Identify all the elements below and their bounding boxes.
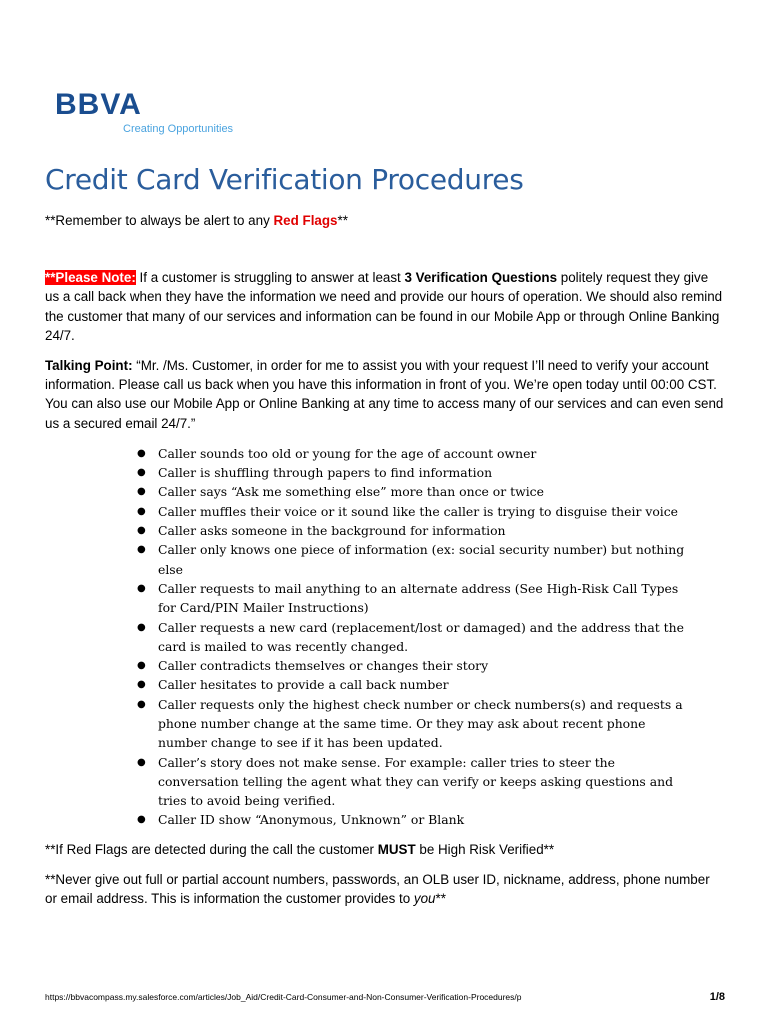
list-item-text: Caller hesitates to provide a call back number xyxy=(158,677,449,693)
never-give-text: **Never give out full or partial account numbers, passwords, an OLB user ID, nickname, address, phone number or email address. This is information the customer provides to xyxy=(45,871,710,907)
page-footer xyxy=(45,991,725,1003)
bullet-icon: ● xyxy=(137,679,146,691)
talking-point-label: Talking Point: xyxy=(45,358,133,374)
bullet-icon: ● xyxy=(137,698,146,710)
never-give-paragraph xyxy=(45,870,725,908)
bullet-icon: ● xyxy=(137,467,146,479)
list-item xyxy=(137,810,688,829)
list-item-text: Caller muffles their voice or it sound like the caller is trying to disguise their voice xyxy=(158,503,679,519)
bullet-icon: ● xyxy=(137,621,146,633)
list-item xyxy=(137,579,688,618)
list-item xyxy=(137,502,688,521)
verification-questions-bold: 3 Verification Questions xyxy=(404,270,558,286)
list-item xyxy=(137,463,688,482)
list-item-text: Caller requests a new card (replacement/lost or damaged) and the address that the card is mailed to was recently changed. xyxy=(158,619,684,654)
list-item-text: Caller’s story does not make sense. For example: caller tries to steer the conversation telling the agent what they can verify or keeps asking questions and tries to avoid being verified. xyxy=(158,754,674,809)
reminder-prefix: **Remember to always be alert to any xyxy=(45,213,274,228)
please-note-label: **Please Note: xyxy=(45,270,136,286)
bullet-icon: ● xyxy=(137,525,146,537)
bullet-icon: ● xyxy=(137,486,146,498)
note-text-a: If a customer is struggling to answer at least xyxy=(135,270,405,286)
list-item xyxy=(137,482,688,501)
logo-tagline: Creating Opportunities xyxy=(123,123,234,135)
list-item xyxy=(137,656,688,675)
you-italic: you xyxy=(413,891,436,907)
red-flags-list xyxy=(45,444,688,830)
list-item xyxy=(137,675,688,694)
must-bold: MUST xyxy=(377,841,416,857)
high-risk-paragraph xyxy=(45,840,725,859)
bullet-icon: ● xyxy=(137,756,146,768)
list-item-text: Caller ID show “Anonymous, Unknown” or Blank xyxy=(158,812,465,828)
list-item-text: Caller requests to mail anything to an alternate address (See High-Risk Call Types for Card/PIN Mailer Instructions) xyxy=(158,580,679,616)
list-item-text: Caller only knows one piece of information (ex: social security number) but nothing else xyxy=(158,542,685,577)
logo-wordmark: BBVA xyxy=(55,88,142,121)
red-flags-reminder xyxy=(45,211,725,230)
list-item xyxy=(137,695,688,753)
bullet-icon: ● xyxy=(137,582,146,594)
never-give-suffix: ** xyxy=(435,891,446,907)
list-item xyxy=(137,618,688,657)
list-item xyxy=(137,540,688,579)
bullet-icon: ● xyxy=(137,814,146,826)
red-flags-highlight: Red Flags xyxy=(273,213,338,228)
list-item-text: Caller asks someone in the background for information xyxy=(158,523,506,539)
footer-url: https://bbvacompass.my.salesforce.com/articles/Job_Aid/Credit-Card-Consumer-and-Non-Consumer-Verification-Procedures/p xyxy=(45,992,522,1002)
high-risk-prefix: **If Red Flags are detected during the call the customer xyxy=(45,841,378,857)
high-risk-suffix: be High Risk Verified** xyxy=(415,841,555,857)
list-item-text: Caller contradicts themselves or changes their story xyxy=(158,658,489,674)
page-number: 1/8 xyxy=(709,991,725,1003)
page-title: Credit Card Verification Procedures xyxy=(45,163,524,196)
bbva-logo xyxy=(55,90,233,135)
bullet-icon: ● xyxy=(137,505,146,517)
bullet-icon: ● xyxy=(137,660,146,672)
list-item xyxy=(137,521,688,540)
list-item-text: Caller says “Ask me something else” more than once or twice xyxy=(158,484,544,500)
list-item-text: Caller requests only the highest check number or check numbers(s) and requests a phone number change at the same time. Or they may ask about recent phone number change to see if it has been updated. xyxy=(158,696,683,751)
bullet-icon: ● xyxy=(137,544,146,556)
note-text-b: politely request they give us a call back when they have the information we need and provide our hours of operation. We should also remind the customer that many of our services and information can be found in our Mobile App or through Online Banking 24/7. xyxy=(45,270,723,343)
reminder-suffix: ** xyxy=(337,213,348,228)
talking-point-paragraph xyxy=(45,356,725,433)
talking-point-text: “Mr. /Ms. Customer, in order for me to assist you with your request I’ll need to verify your account information. Please call us back when you have this information in front of you. We’re open today until 00:00 CST. You can also use our Mobile App or Online Banking at any time to access many of our services and can even send us a secured email 24/7.” xyxy=(45,358,724,431)
list-item-text: Caller sounds too old or young for the age of account owner xyxy=(158,445,537,461)
bullet-icon: ● xyxy=(137,447,146,459)
list-item xyxy=(137,753,688,811)
list-item-text: Caller is shuffling through papers to find information xyxy=(158,465,493,481)
document-body xyxy=(45,211,725,919)
please-note-paragraph xyxy=(45,268,725,345)
list-item xyxy=(137,444,688,463)
